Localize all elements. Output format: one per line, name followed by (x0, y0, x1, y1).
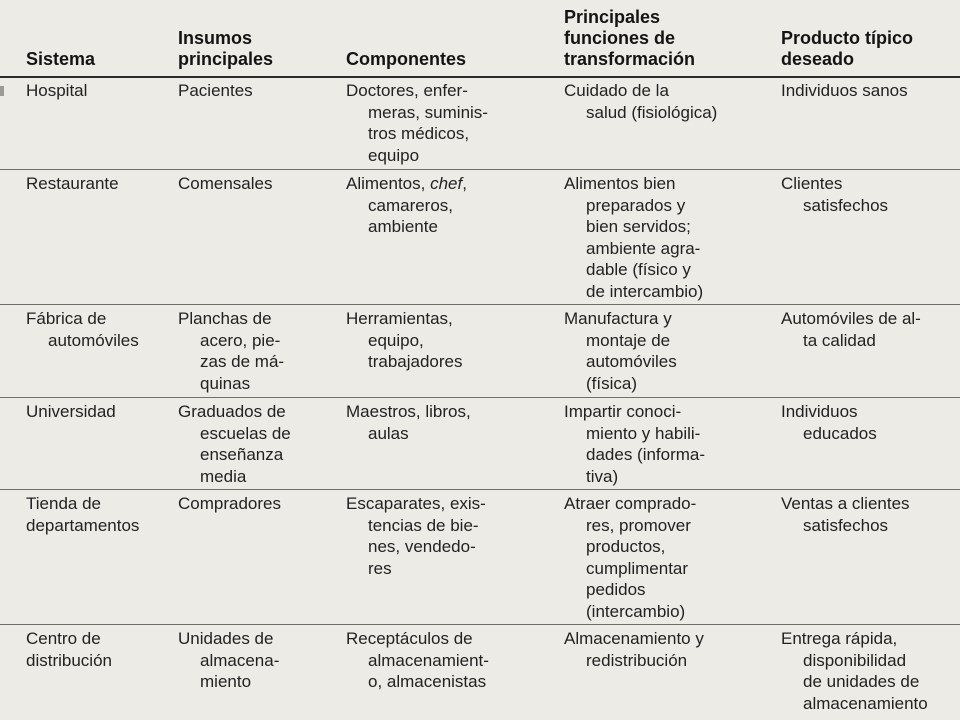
row-fabrica-componentes: Herramientas, equipo, trabajadores (346, 309, 463, 371)
row-universidad-funciones: Impartir conoci- miento y habili- dades (informa- tiva) (564, 402, 706, 486)
row-centro-funciones: Almacenamiento y redistribución (564, 629, 704, 670)
row-divider (0, 489, 960, 490)
row-divider (0, 304, 960, 305)
row-hospital-componentes: Doctores, enfer- meras, suminis- tros médicos, equipo (346, 81, 488, 165)
row-hospital-insumos: Pacientes (178, 81, 253, 100)
row-divider (0, 397, 960, 398)
row-centro-insumos: Unidades de almacena- miento (178, 629, 280, 691)
row-fabrica-insumos: Planchas de acero, pie- zas de má- quinas (178, 309, 285, 393)
row-centro-componentes: Receptáculos de almacenamient- o, almacenistas (346, 629, 489, 691)
header-sistema: Sistema (26, 49, 96, 69)
row-restaurante-producto: Clientes satisfechos (781, 174, 889, 215)
row-restaurante-insumos: Comensales (178, 174, 273, 193)
row-divider (0, 624, 960, 625)
row-tienda-funciones: Atraer comprado- res, promover productos, cumplimentar pedidos (intercambio) (564, 494, 697, 621)
scan-edge-mark (0, 86, 4, 96)
header-producto: Producto típico deseado (781, 28, 913, 69)
row-fabrica-funciones: Manufactura y montaje de automóviles (física) (564, 309, 677, 393)
row-universidad-sistema: Universidad (26, 402, 116, 421)
row-universidad-producto: Individuos educados (781, 402, 877, 443)
row-hospital-producto: Individuos sanos (781, 81, 908, 100)
row-restaurante-sistema: Restaurante (26, 174, 119, 193)
row-hospital-sistema: Hospital (26, 81, 88, 100)
row-divider (0, 169, 960, 170)
header-insumos: Insumos principales (178, 28, 274, 69)
row-tienda-producto: Ventas a clientes satisfechos (781, 494, 910, 535)
row-fabrica-sistema: Fábrica de automóviles (26, 309, 139, 350)
row-hospital-funciones: Cuidado de la salud (fisiológica) (564, 81, 718, 122)
row-universidad-componentes: Maestros, libros, aulas (346, 402, 471, 443)
row-restaurante-funciones: Alimentos bien preparados y bien servidos; ambiente agra- dable (físico y de intercambio) (564, 174, 704, 301)
row-universidad-insumos: Graduados de escuelas de enseñanza media (178, 402, 291, 486)
header-rule (0, 76, 960, 78)
row-centro-producto: Entrega rápida, disponibilidad de unidades de almacenamiento (781, 629, 928, 713)
row-fabrica-producto: Automóviles de al- ta calidad (781, 309, 921, 350)
row-restaurante-componentes: Alimentos, chef, camareros, ambiente (346, 174, 467, 236)
row-tienda-sistema: Tienda de departamentos (26, 494, 140, 535)
row-tienda-insumos: Compradores (178, 494, 281, 513)
header-componentes: Componentes (346, 49, 467, 69)
row-tienda-componentes: Escaparates, exis- tencias de bie- nes, vendedo- res (346, 494, 486, 578)
row-centro-sistema: Centro de distribución (26, 629, 112, 670)
header-funciones: Principales funciones de transformación (564, 7, 696, 69)
